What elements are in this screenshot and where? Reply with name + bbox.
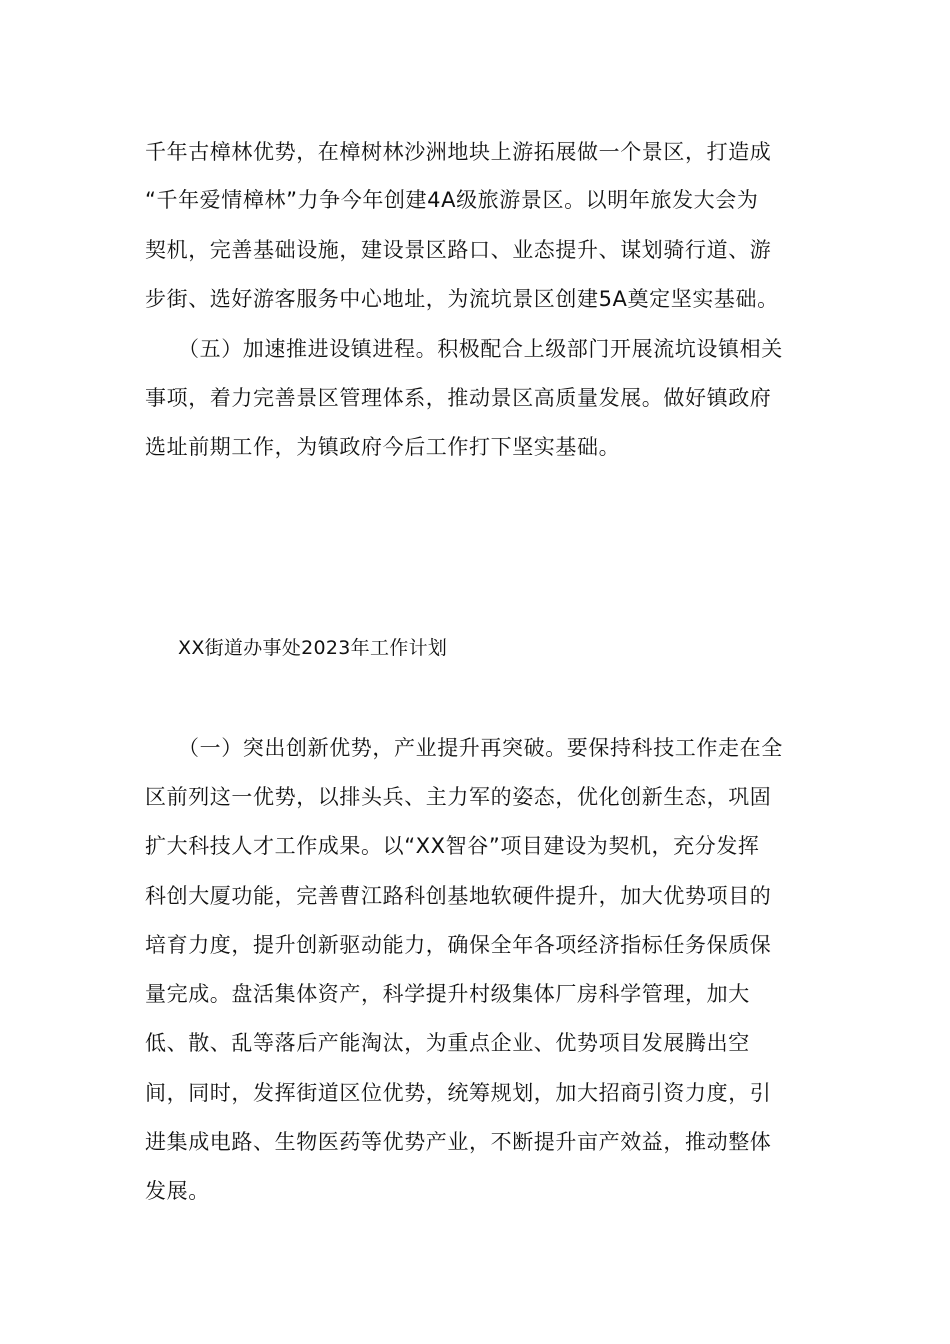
paragraph-line: 科创大厦功能，完善曹江路科创基地软硬件提升，加大优势项目的 <box>145 884 772 908</box>
paragraph-line: 培育力度，提升创新驱动能力，确保全年各项经济指标任务保质保 <box>145 933 772 957</box>
paragraph-line: 区前列这一优势，以排头兵、主力军的姿态，优化创新生态，巩固 <box>145 785 772 809</box>
paragraph-line: 发展。 <box>145 1179 210 1203</box>
paragraph-line: 间，同时，发挥街道区位优势，统筹规划，加大招商引资力度，引 <box>145 1081 772 1105</box>
paragraph-line: 步街、选好游客服务中心地址，为流坑景区创建5A奠定坚实基础。 <box>145 287 779 311</box>
paragraph-line: （五）加速推进设镇进程。积极配合上级部门开展流坑设镇相关 <box>178 337 783 361</box>
paragraph-line: （一）突出创新优势，产业提升再突破。要保持科技工作走在全 <box>178 736 783 760</box>
paragraph-line: 事项，着力完善景区管理体系，推动景区高质量发展。做好镇政府 <box>145 386 772 410</box>
paragraph-line: 量完成。盘活集体资产，科学提升村级集体厂房科学管理，加大 <box>145 982 750 1006</box>
paragraph-line: 千年古樟林优势，在樟树林沙洲地块上游拓展做一个景区，打造成 <box>145 140 772 164</box>
paragraph-line: 进集成电路、生物医药等优势产业，不断提升亩产效益，推动整体 <box>145 1130 772 1154</box>
paragraph-line: 扩大科技人才工作成果。以“XX智谷”项目建设为契机，充分发挥 <box>145 834 760 858</box>
paragraph-line: “千年爱情樟林”力争今年创建4A级旅游景区。以明年旅发大会为 <box>145 188 759 212</box>
paragraph-line: 选址前期工作，为镇政府今后工作打下坚实基础。 <box>145 435 621 459</box>
paragraph-line: 低、散、乱等落后产能淘汰，为重点企业、优势项目发展腾出空 <box>145 1031 750 1055</box>
paragraph-line: 契机，完善基础设施，建设景区路口、业态提升、谋划骑行道、游 <box>145 238 772 262</box>
document-title: XX街道办事处2023年工作计划 <box>178 637 448 659</box>
